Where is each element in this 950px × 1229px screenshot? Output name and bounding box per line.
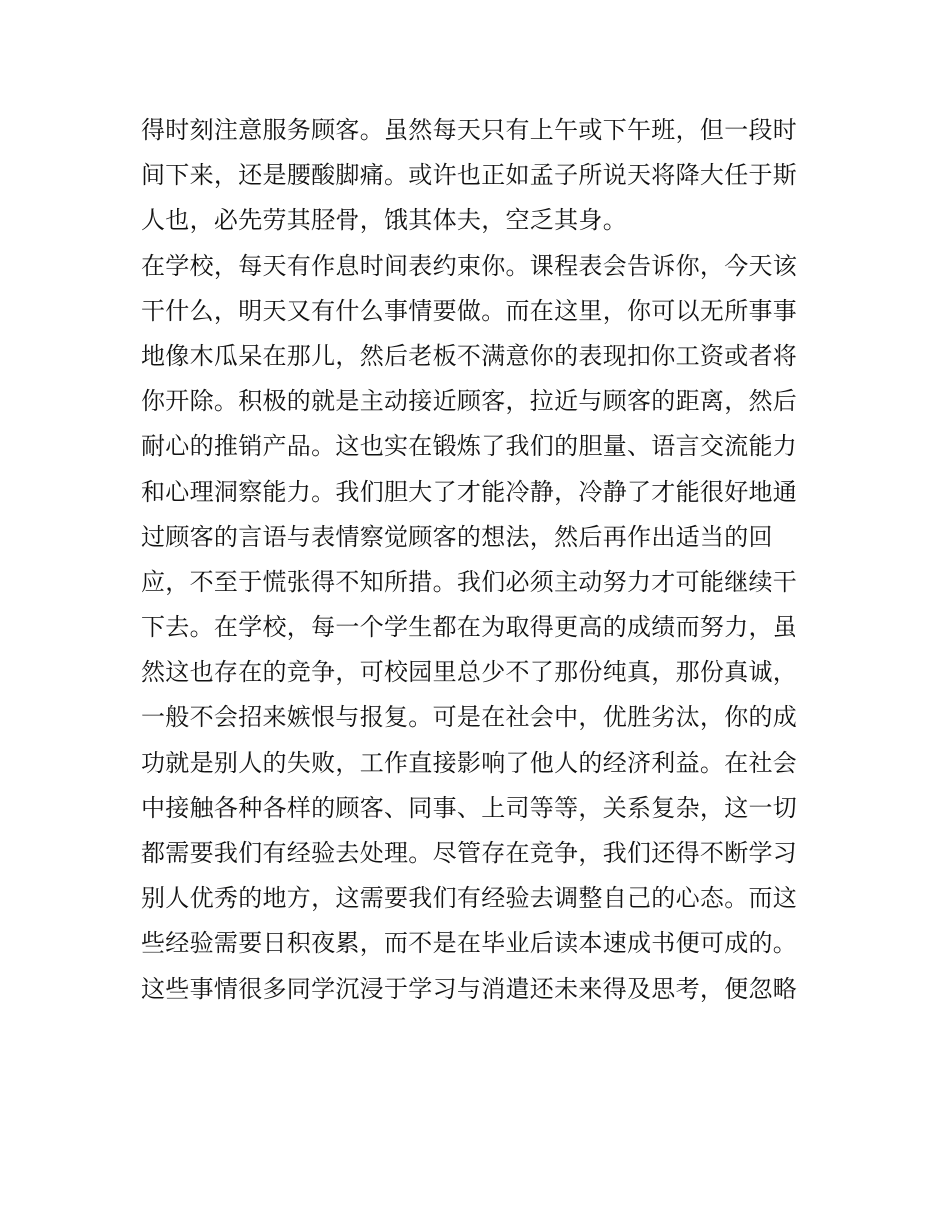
text-line: 人也，必先劳其胫骨，饿其体夫，空乏其身。 — [141, 206, 627, 235]
text-line: 应，不至于慌张得不知所措。我们必须主动努力才可能继续干 — [141, 567, 798, 596]
body-text — [141, 108, 821, 1012]
text-line: 些经验需要日积夜累，而不是在毕业后读本速成书便可成的。 — [141, 929, 798, 958]
text-line: 功就是别人的失败，工作直接影响了他人的经济利益。在社会 — [141, 748, 798, 777]
text-line: 地像木瓜呆在那儿，然后老板不满意你的表现扣你工资或者将 — [141, 341, 798, 370]
text-line: 一般不会招来嫉恨与报复。可是在社会中，优胜劣汰，你的成 — [141, 703, 798, 732]
text-line: 下去。在学校，每一个学生都在为取得更高的成绩而努力，虽 — [141, 613, 798, 642]
text-line: 别人优秀的地方，这需要我们有经验去调整自己的心态。而这 — [141, 884, 798, 913]
text-line: 得时刻注意服务顾客。虽然每天只有上午或下午班，但一段时 — [141, 116, 798, 144]
text-line: 都需要我们有经验去处理。尽管存在竞争，我们还得不断学习 — [141, 839, 798, 867]
text-line: 然这也存在的竞争，可校园里总少不了那份纯真，那份真诚， — [141, 658, 798, 687]
text-line: 干什么，明天又有什么事情要做。而在这里，你可以无所事事 — [141, 296, 798, 325]
text-line: 这些事情很多同学沉浸于学习与消遣还未来得及思考，便忽略 — [141, 974, 798, 1003]
text-line: 过顾客的言语与表情察觉顾客的想法，然后再作出适当的回 — [141, 522, 773, 551]
text-line: 间下来，还是腰酸脚痛。或许也正如孟子所说天将降大任于斯 — [141, 161, 798, 190]
text-line: 和心理洞察能力。我们胆大了才能冷静，冷静了才能很好地通 — [141, 477, 798, 506]
text-line: 在学校，每天有作息时间表约束你。课程表会告诉你，今天该 — [141, 251, 798, 280]
text-line: 你开除。积极的就是主动接近顾客，拉近与顾客的距离，然后 — [141, 387, 798, 416]
text-line: 耐心的推销产品。这也实在锻炼了我们的胆量、语言交流能力 — [141, 432, 798, 461]
text-line: 中接触各种各样的顾客、同事、上司等等，关系复杂，这一切 — [141, 793, 798, 822]
